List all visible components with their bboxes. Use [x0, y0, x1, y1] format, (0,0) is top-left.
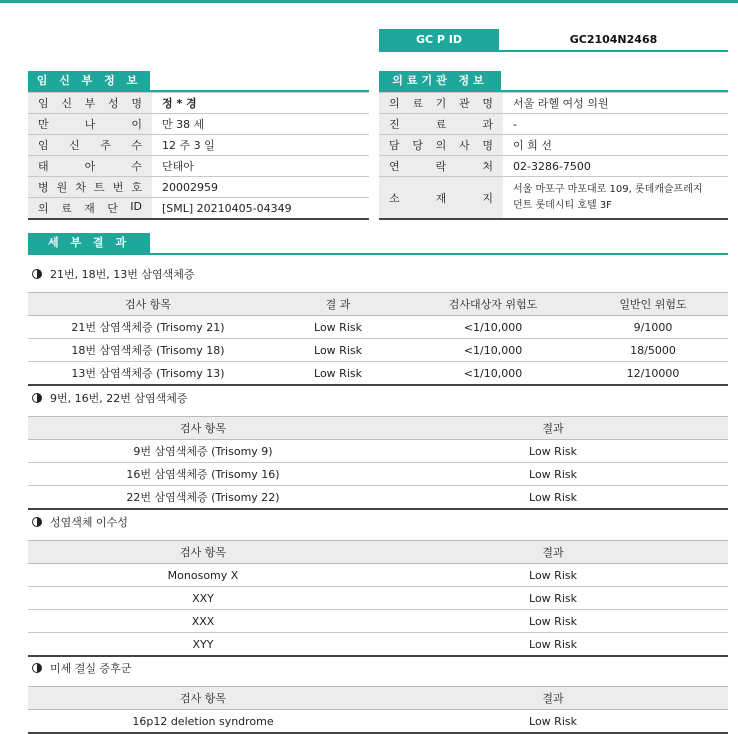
address-line-2: 던트 롯데시티 호텔 3F	[513, 199, 612, 211]
institution-info-table	[379, 92, 728, 220]
label-char: 명	[482, 97, 493, 110]
foundation-id-label	[28, 198, 152, 220]
table-row	[28, 198, 369, 220]
result: Low Risk	[268, 362, 408, 386]
section-heading	[32, 660, 131, 676]
test-item: 16번 삼염색체증 (Trisomy 16)	[28, 463, 378, 486]
gestation-weeks-label	[28, 135, 152, 156]
chart-number-label	[28, 177, 152, 198]
table-row	[28, 633, 728, 657]
table-header-row	[28, 293, 728, 316]
general-risk: 9/1000	[578, 316, 728, 339]
table-row	[379, 156, 728, 177]
gestation-weeks-value: 12 주 3 일	[152, 135, 369, 156]
column-header: 결과	[378, 687, 728, 710]
department-value: -	[503, 114, 728, 135]
label-char: 번	[112, 181, 124, 194]
column-header: 결 과	[268, 293, 408, 316]
column-header: 결과	[378, 417, 728, 440]
half-circle-icon	[32, 663, 42, 673]
label-char: 호	[131, 181, 142, 194]
patient-info-table	[28, 92, 369, 220]
label-char: 락	[435, 160, 447, 173]
label-char: 재	[84, 202, 95, 215]
test-item: XXX	[28, 610, 378, 633]
result: Low Risk	[378, 486, 728, 510]
gcp-id-label: GC P ID	[379, 29, 499, 50]
label-char: 태	[38, 160, 49, 173]
label-char: 당	[412, 139, 423, 152]
table-row	[28, 710, 728, 734]
section-title: 21번, 18번, 13번 삼염색체증	[50, 268, 195, 281]
column-header: 검사 항목	[28, 541, 378, 564]
result: Low Risk	[268, 316, 408, 339]
label-text	[379, 95, 503, 111]
fetus-count-label	[28, 156, 152, 177]
top-accent-bar	[0, 0, 738, 3]
patient-name-value: 정 * 경	[152, 93, 369, 114]
label-text	[379, 190, 503, 206]
label-char: 단	[107, 202, 118, 215]
address-value	[503, 177, 728, 220]
result: Low Risk	[268, 339, 408, 362]
label-text	[379, 116, 503, 132]
table-row	[28, 114, 369, 135]
column-header: 결과	[378, 541, 728, 564]
table-row	[28, 440, 728, 463]
label-char: 의	[38, 202, 49, 215]
microdeletion-table	[28, 686, 728, 734]
subject-risk: <1/10,000	[408, 339, 578, 362]
label-char: 트	[94, 181, 105, 194]
result: Low Risk	[378, 633, 728, 657]
label-char: 나	[84, 118, 96, 131]
table-row	[28, 463, 728, 486]
table-row	[379, 135, 728, 156]
table-row	[28, 156, 369, 177]
general-risk: 18/5000	[578, 339, 728, 362]
label-char: 의	[389, 97, 400, 110]
label-char: 소	[389, 191, 400, 205]
test-item: Monosomy X	[28, 564, 378, 587]
label-char: 원	[56, 181, 68, 194]
label-char: 담	[389, 139, 400, 152]
test-item: 18번 삼염색체증 (Trisomy 18)	[28, 339, 268, 362]
label-text	[28, 179, 152, 195]
label-text	[28, 158, 152, 174]
section-title: 9번, 16번, 22번 삼염색체증	[50, 392, 188, 405]
label-char: 료	[61, 202, 72, 215]
table-row	[28, 135, 369, 156]
label-text	[379, 137, 503, 153]
result: Low Risk	[378, 610, 728, 633]
half-circle-icon	[32, 517, 42, 527]
contact-value: 02-3286-7500	[503, 156, 728, 177]
test-item: 21번 삼염색체증 (Trisomy 21)	[28, 316, 268, 339]
result: Low Risk	[378, 564, 728, 587]
patient-age-label	[28, 114, 152, 135]
gcp-id-value: GC2104N2468	[569, 33, 658, 46]
table-row	[379, 93, 728, 114]
address-label	[379, 177, 503, 220]
doctor-name-label	[379, 135, 503, 156]
details-rule	[28, 253, 728, 255]
label-char: 료	[412, 97, 423, 110]
result: Low Risk	[378, 587, 728, 610]
label-text	[379, 158, 503, 174]
section-heading	[32, 390, 187, 406]
test-item: 13번 삼염색체증 (Trisomy 13)	[28, 362, 268, 386]
table-row	[28, 362, 728, 386]
gcp-id-box	[379, 29, 728, 52]
label-char: 연	[389, 160, 400, 173]
trisomy-main-table	[28, 292, 728, 386]
table-row	[28, 93, 369, 114]
label-char: 기	[435, 97, 447, 110]
label-text	[28, 116, 152, 132]
result: Low Risk	[378, 710, 728, 734]
section-title: 성염색체 이수성	[50, 516, 128, 529]
table-row	[28, 316, 728, 339]
label-char: 임	[38, 97, 49, 110]
trisomy-other-table	[28, 416, 728, 510]
label-char: 임	[38, 139, 49, 152]
test-item: 16p12 deletion syndrome	[28, 710, 378, 734]
patient-name-label	[28, 93, 152, 114]
label-char: 료	[435, 118, 447, 131]
label-char: 부	[84, 97, 96, 110]
column-header: 일반인 위험도	[578, 293, 728, 316]
section-title: 미세 결실 증후군	[50, 662, 132, 675]
half-circle-icon	[32, 393, 42, 403]
institution-name-value: 서울 라헬 여성 의원	[503, 93, 728, 114]
result: Low Risk	[378, 463, 728, 486]
label-text	[28, 137, 152, 153]
label-char: 의	[435, 139, 447, 152]
label-char: 성	[107, 97, 119, 110]
label-char: 이	[131, 118, 142, 131]
fetus-count-value: 단태아	[152, 156, 369, 177]
patient-info-title: 임 신 부 정 보	[28, 71, 150, 91]
label-char: 과	[482, 118, 493, 131]
chart-number-value: 20002959	[152, 177, 369, 198]
test-item: XXY	[28, 587, 378, 610]
label-text	[28, 95, 152, 111]
label-char: 병	[38, 181, 49, 194]
table-header-row	[28, 417, 728, 440]
label-char: 처	[482, 160, 493, 173]
column-header: 검사 항목	[28, 687, 378, 710]
patient-age-value: 만 38 세	[152, 114, 369, 135]
institution-name-label	[379, 93, 503, 114]
subject-risk: <1/10,000	[408, 316, 578, 339]
sex-chromosome-table	[28, 540, 728, 657]
table-row	[28, 177, 369, 198]
column-header: 검사 항목	[28, 293, 268, 316]
label-char: 지	[482, 191, 493, 205]
half-circle-icon	[32, 269, 42, 279]
label-char: 명	[482, 139, 493, 152]
test-item: 9번 삼염색체증 (Trisomy 9)	[28, 440, 378, 463]
test-item: XYY	[28, 633, 378, 657]
table-row	[379, 114, 728, 135]
label-char: 진	[389, 118, 400, 131]
label-char: 관	[458, 97, 470, 110]
label-char: 주	[100, 139, 111, 152]
table-row	[28, 486, 728, 510]
institution-info-title: 의료기관 정보	[379, 71, 501, 91]
result: Low Risk	[378, 440, 728, 463]
table-row	[379, 177, 728, 220]
doctor-name-value: 이 희 선	[503, 135, 728, 156]
section-heading	[32, 514, 128, 530]
details-title: 세 부 결 과	[28, 233, 150, 253]
label-char: 신	[61, 97, 72, 110]
table-header-row	[28, 687, 728, 710]
label-char: ID	[130, 200, 142, 213]
contact-label	[379, 156, 503, 177]
label-char: 수	[131, 139, 142, 152]
table-row	[28, 610, 728, 633]
label-char: 명	[131, 97, 142, 110]
label-char: 수	[131, 160, 142, 173]
table-header-row	[28, 541, 728, 564]
column-header: 검사 항목	[28, 417, 378, 440]
column-header: 검사대상자 위험도	[408, 293, 578, 316]
label-char: 차	[75, 181, 86, 194]
address-line-1: 서울 마포구 마포대로 109, 롯데캐슬프레지	[513, 183, 703, 195]
label-char: 사	[458, 139, 470, 152]
table-row	[28, 587, 728, 610]
test-item: 22번 삼염색체증 (Trisomy 22)	[28, 486, 378, 510]
table-row	[28, 339, 728, 362]
general-risk: 12/10000	[578, 362, 728, 386]
department-label	[379, 114, 503, 135]
foundation-id-value: [SML] 20210405-04349	[152, 198, 369, 220]
table-row	[28, 564, 728, 587]
label-char: 재	[435, 191, 447, 205]
section-heading	[32, 266, 194, 282]
label-text	[28, 200, 152, 216]
label-char: 신	[69, 139, 80, 152]
label-char: 아	[84, 160, 96, 173]
label-char: 만	[38, 118, 49, 131]
subject-risk: <1/10,000	[408, 362, 578, 386]
